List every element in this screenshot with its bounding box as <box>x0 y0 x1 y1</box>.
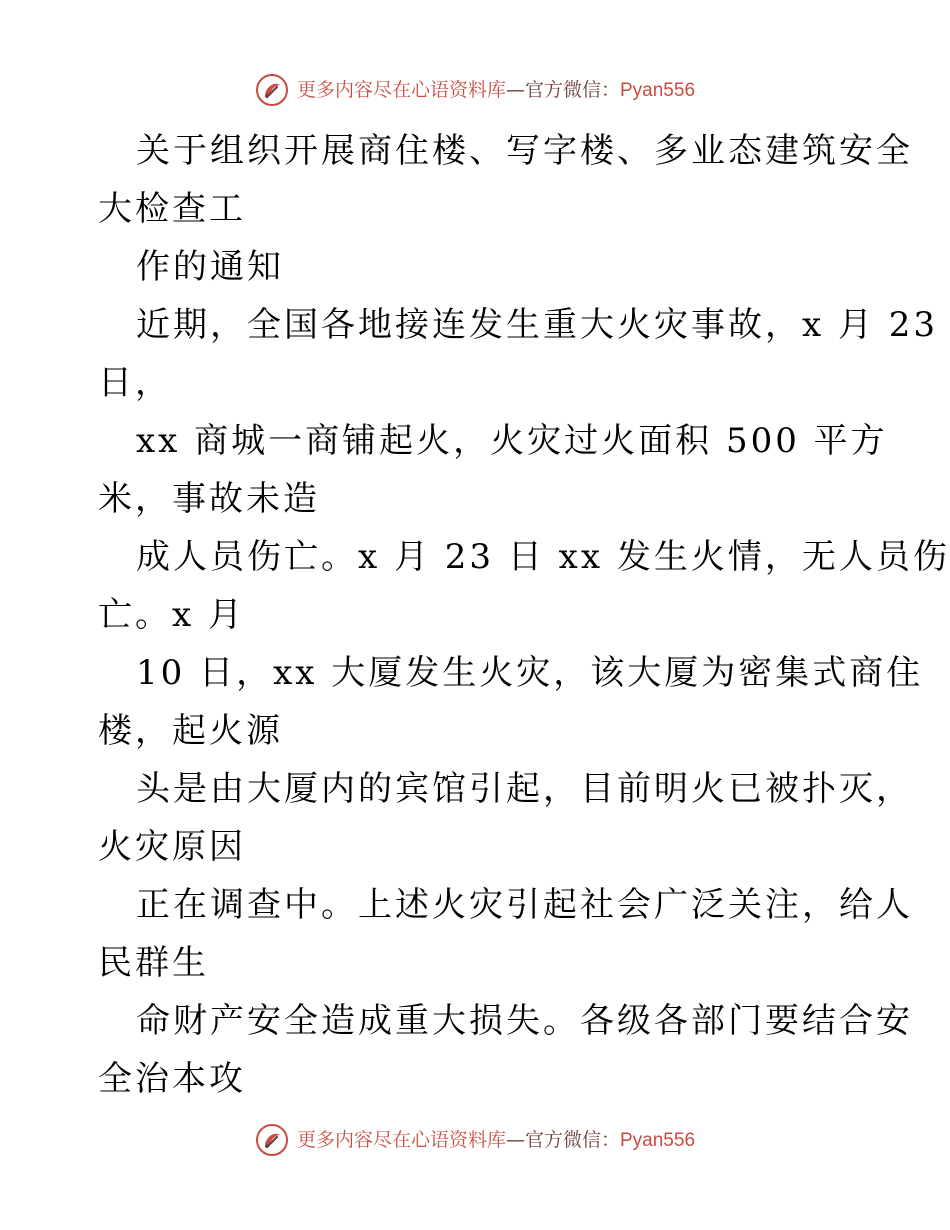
watermark-label: 官方微信： <box>524 1128 620 1151</box>
document-line: 关于组织开展商住楼、写字楼、多业态建筑安全 <box>136 131 913 171</box>
document-line: 近期，全国各地接连发生重大火灾事故，x 月 23 <box>136 305 939 345</box>
document-body <box>98 122 950 1108</box>
document-line: 日， <box>98 363 172 403</box>
document-line: 正在调查中。上述火灾引起社会广泛关注，给人 <box>136 885 913 925</box>
document-line: 米，事故未造 <box>98 479 320 519</box>
document-line: 全治本攻 <box>98 1059 246 1099</box>
document-line: 作的通知 <box>136 247 284 287</box>
document-line: 亡。x 月 <box>98 595 245 635</box>
document-line: 楼，起火源 <box>98 711 283 751</box>
document-line: 火灾原因 <box>98 827 246 867</box>
watermark-separator: — <box>505 1128 525 1151</box>
watermark-main-text: 更多内容尽在心语资料库 <box>296 78 506 101</box>
document-line: 头是由大厦内的宾馆引起，目前明火已被扑灭， <box>136 769 913 809</box>
watermark-text <box>296 78 696 101</box>
watermark-id: Pyan556 <box>620 79 696 101</box>
document-line: 民群生 <box>98 943 209 983</box>
watermark-label: 官方微信： <box>524 78 620 101</box>
header-watermark <box>0 70 950 110</box>
document-line: 命财产安全造成重大损失。各级各部门要结合安 <box>136 1001 913 1041</box>
watermark-logo-icon <box>255 1123 289 1157</box>
document-line: 大检查工 <box>98 189 246 229</box>
document-line: xx 商城一商铺起火，火灾过火面积 500 平方 <box>136 421 888 461</box>
document-line: 成人员伤亡。x 月 23 日 xx 发生火情，无人员伤 <box>136 537 950 577</box>
footer-watermark <box>0 1120 950 1160</box>
watermark-id: Pyan556 <box>620 1129 696 1151</box>
watermark-logo-icon <box>255 73 289 107</box>
document-line: 10 日，xx 大厦发生火灾，该大厦为密集式商住 <box>136 653 924 693</box>
watermark-main-text: 更多内容尽在心语资料库 <box>296 1128 506 1151</box>
watermark-separator: — <box>505 78 525 101</box>
watermark-text <box>296 1128 696 1151</box>
